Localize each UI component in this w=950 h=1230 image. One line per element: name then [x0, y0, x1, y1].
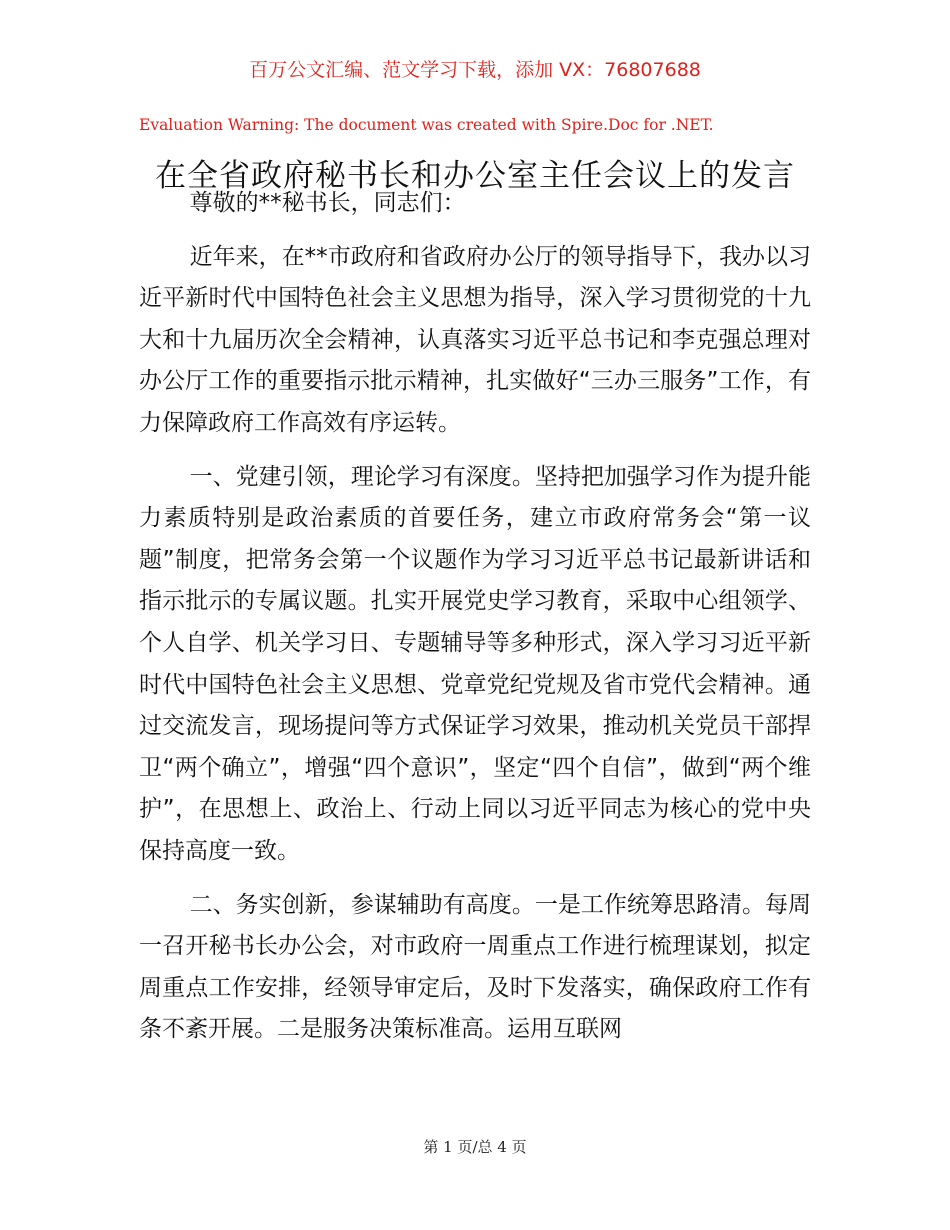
paragraph-section-2: 二、务实创新，参谋辅助有高度。一是工作统筹思路清。每周一召开秘书长办公会，对市政府一周重点工作进行梳理谋划，拟定周重点工作安排，经领导审定后，及时下发落实，确保政府工作有条不紊开展。二是服务决策标准高。运用互联网 — [139, 891, 811, 1043]
document-body — [139, 183, 811, 1051]
document-title: 在全省政府秘书长和办公室主任会议上的发言 — [155, 158, 795, 194]
paragraph-intro: 近年来，在**市政府和省政府办公厅的领导指导下，我办以习近平新时代中国特色社会主义思想为指导，深入学习贯彻党的十九大和十九届历次全会精神，认真落实习近平总书记和李克强总理对办公厅工作的重要指示批示精神，扎实做好“三办三服务”工作，有力保障政府工作高效有序运转。 — [139, 243, 811, 436]
page-number-footer: 第 1 页/总 4 页 — [423, 1138, 527, 1156]
paragraph-section-1: 一、党建引领，理论学习有深度。坚持把加强学习作为提升能力素质特别是政治素质的首要任务，建立市政府常务会“第一议题”制度，把常务会第一个议题作为学习习近平总书记最新讲话和指示批示的专属议题。扎实开展党史学习教育，采取中心组领学、个人自学、机关学习日、专题辅导等多种形式，深入学习习近平新时代中国特色社会主义思想、党章党纪党规及省市党代会精神。通过交流发言，现场提问等方式保证学习效果，推动机关党员干部捍卫“两个确立”，增强“四个意识”，坚定“四个自信”，做到“两个维护”，在思想上、政治上、行动上同以习近平同志为核心的党中央保持高度一致。 — [139, 463, 811, 864]
header-banner: 百万公文汇编、范文学习下载，添加 VX：76807688 — [249, 59, 701, 81]
evaluation-warning: Evaluation Warning: The document was created with Spire.Doc for .NET. — [139, 116, 714, 134]
salutation: 尊敬的**秘书长，同志们： — [189, 190, 466, 216]
